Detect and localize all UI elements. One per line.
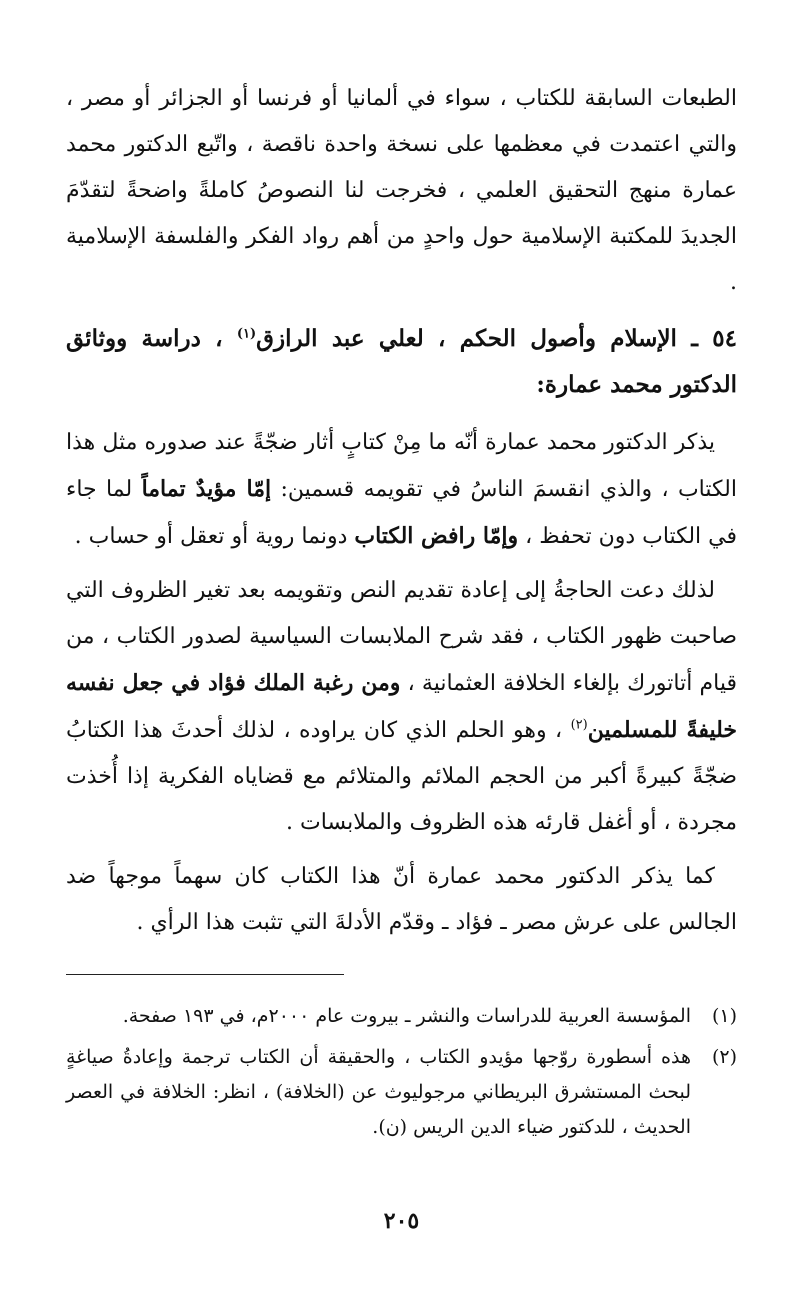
paragraph-3-bold: ومن رغبة الملك فؤاد في جعل نفسه خليفةً للمسلمين (66, 670, 738, 743)
paragraph-2-bold-b: وإمّا رافض الكتاب (354, 523, 519, 549)
paragraph-4 (66, 854, 737, 946)
paragraph-3-footnote-marker[interactable]: (٢) (570, 717, 588, 733)
footnote-divider-wrap (66, 974, 737, 975)
footnote-1-number: (١) (711, 1005, 737, 1027)
paragraph-2-text-b: لما جاء في الكتاب دون تحفظ ، (66, 477, 737, 549)
paragraph-3 (66, 568, 737, 846)
heading-title: ٥٤ ـ الإسلام وأصول الحكم ، لعلي عبد الرازق (256, 325, 737, 352)
page-body (66, 76, 737, 1256)
paragraph-3-text-b: ، وهو الحلم الذي كان يراوده ، لذلك أحدثَ هذا الكتابُ ضجّةً كبيرةً أكبر من الحجم الملائم والمتلائم مع قضاياه الفكرية إذا أُخذت مجردة ، أو أغفل قارئه هذه الظروف والملابسات . (66, 718, 737, 835)
heading-subtitle: ، دراسة ووثائق الدكتور محمد عمارة: (66, 325, 737, 398)
footnote-1 (66, 999, 737, 1034)
paragraph-2-text-a: يذكر الدكتور محمد عمارة أنّه ما مِنْ كتابٍ أثار ضجّةً عند صدوره مثل هذا الكتاب ، والذي انقسمَ الناسُ في تقويمه قسمين: (66, 430, 737, 502)
section-heading (66, 316, 737, 408)
paragraph-1 (66, 76, 737, 306)
paragraph-2-text-c: دونما روية أو تعقل أو حساب . (74, 524, 348, 549)
footnote-2-text: هذه أسطورة روّجها مؤيدو الكتاب ، والحقيقة أن الكتاب ترجمة وإعادةُ صياغةٍ لبحث المستشرق البريطاني مرجوليوث عن (الخلافة) ، انظر: الخلافة في العصر الحديث ، للدكتور ضياء الدين الريس (ن). (66, 1046, 691, 1138)
footnote-divider (66, 974, 344, 975)
heading-footnote-marker[interactable]: (١) (236, 326, 257, 342)
paragraph-2-bold-a: إمّا مؤيدٌ تماماً (141, 476, 272, 502)
footnote-1-text: المؤسسة العربية للدراسات والنشر ـ بيروت عام ٢٠٠٠م، في ١٩٣ صفحة. (122, 1005, 691, 1027)
paragraph-1-text: الطبعات السابقة للكتاب ، سواء في ألمانيا أو فرنسا أو الجزائر أو مصر ، والتي اعتمدت في معظمها على نسخة واحدة ناقصة ، واتّبع الدكتور محمد عمارة منهج التحقيق العلمي ، فخرجت لنا النصوصُ كاملةً واضحةً لتقدّمَ الجديدَ للمكتبة الإسلامية حول واحدٍ من أهم رواد الفكر والفلسفة الإسلامية . (66, 86, 737, 295)
paragraph-4-text: كما يذكر الدكتور محمد عمارة أنّ هذا الكتاب كان سهماً موجهاً ضد الجالس على عرش مصر ـ فؤاد ـ وقدّم الأدلةَ التي تثبت هذا الرأي . (66, 864, 737, 935)
paragraph-2 (66, 420, 737, 560)
paragraph-3-text-a: لذلك دعت الحاجةُ إلى إعادة تقديم النص وتقويمه بعد تغير الظروف التي صاحبت ظهور الكتاب ، فقد شرح الملابسات السياسية لصدور الكتاب ، من قيام أتاتورك بإلغاء الخلافة العثمانية ، (66, 578, 738, 696)
page-number: ٢٠٥ (383, 1208, 420, 1234)
footnote-2-number: (٢) (711, 1046, 737, 1068)
footnote-2 (66, 1040, 737, 1145)
